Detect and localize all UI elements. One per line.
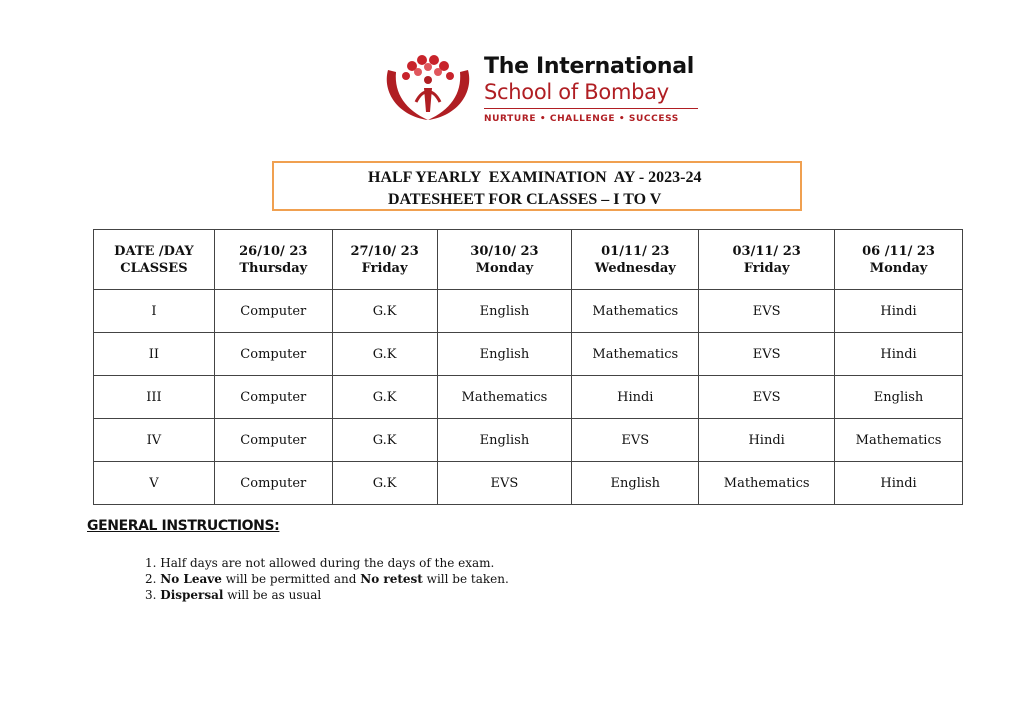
instruction-item <box>145 571 509 587</box>
instruction-item <box>145 587 509 603</box>
exam-title-box <box>272 161 802 211</box>
instructions-heading: GENERAL INSTRUCTIONS: <box>87 518 280 534</box>
subject-cell: EVS <box>572 419 699 462</box>
class-cell: II <box>94 333 215 376</box>
subject-cell: Hindi <box>699 419 835 462</box>
class-cell: III <box>94 376 215 419</box>
subject-cell: Mathematics <box>572 333 699 376</box>
day-label: Friday <box>743 260 790 276</box>
day-label: Wednesday <box>594 260 676 276</box>
subject-cell: Hindi <box>835 462 963 505</box>
table-row <box>94 376 963 419</box>
subject-cell: G.K <box>332 333 437 376</box>
subject-cell: G.K <box>332 376 437 419</box>
date-label: 26/10/ 23 <box>239 243 308 259</box>
date-header <box>214 230 332 290</box>
item-text: Half days are not allowed during the days of the exam. <box>160 556 495 570</box>
subject-cell: Computer <box>214 333 332 376</box>
date-header <box>835 230 963 290</box>
subject-cell: Mathematics <box>835 419 963 462</box>
tree-hands-icon <box>380 52 476 124</box>
item-text-bold: Dispersal <box>160 588 224 602</box>
item-number: 1. <box>145 556 157 570</box>
item-number: 3. <box>145 588 157 602</box>
subject-cell: English <box>437 290 572 333</box>
table-row <box>94 419 963 462</box>
subject-cell: Mathematics <box>437 376 572 419</box>
subject-cell: EVS <box>437 462 572 505</box>
subject-cell: Computer <box>214 290 332 333</box>
class-cell: IV <box>94 419 215 462</box>
datesheet-table <box>93 229 963 505</box>
logo-line-1: The International <box>484 54 695 79</box>
date-header <box>572 230 699 290</box>
subject-cell: Computer <box>214 419 332 462</box>
subject-cell: English <box>437 333 572 376</box>
datesheet-subtitle: DATESHEET FOR CLASSES – I TO V <box>388 191 662 208</box>
date-label: 30/10/ 23 <box>470 243 539 259</box>
subject-cell: Hindi <box>572 376 699 419</box>
item-number: 2. <box>145 572 157 586</box>
header-row <box>94 230 963 290</box>
subject-cell: G.K <box>332 419 437 462</box>
date-label: 01/11/ 23 <box>601 243 670 259</box>
corner-date-label: DATE /DAY <box>114 243 194 259</box>
subject-cell: English <box>572 462 699 505</box>
class-cell: V <box>94 462 215 505</box>
table-row <box>94 462 963 505</box>
subject-cell: Hindi <box>835 333 963 376</box>
subject-cell: English <box>835 376 963 419</box>
exam-title: HALF YEARLY EXAMINATION AY - 2023-24 <box>368 169 702 186</box>
subject-cell: EVS <box>699 333 835 376</box>
date-header <box>332 230 437 290</box>
subject-cell: EVS <box>699 290 835 333</box>
item-text: will be taken. <box>422 572 509 586</box>
date-label: 03/11/ 23 <box>732 243 801 259</box>
item-text-bold: No Leave <box>160 572 222 586</box>
subject-cell: EVS <box>699 376 835 419</box>
day-label: Monday <box>475 260 534 276</box>
subject-cell: G.K <box>332 290 437 333</box>
subject-cell: Computer <box>214 462 332 505</box>
day-label: Friday <box>361 260 408 276</box>
subject-cell: Hindi <box>835 290 963 333</box>
logo-line-2: School of Bombay <box>484 80 669 104</box>
subject-cell: English <box>437 419 572 462</box>
corner-classes-label: CLASSES <box>120 260 188 276</box>
table-row <box>94 290 963 333</box>
date-label: 06 /11/ 23 <box>862 243 935 259</box>
instructions-list <box>145 555 509 603</box>
subject-cell: G.K <box>332 462 437 505</box>
item-text: will be as usual <box>223 588 322 602</box>
school-logo <box>380 52 710 130</box>
item-text-bold: No retest <box>360 572 423 586</box>
date-label: 27/10/ 23 <box>350 243 419 259</box>
day-label: Thursday <box>239 260 308 276</box>
table-row <box>94 333 963 376</box>
instruction-item <box>145 555 509 571</box>
day-label: Monday <box>869 260 928 276</box>
subject-cell: Mathematics <box>699 462 835 505</box>
logo-divider <box>484 108 698 109</box>
corner-header <box>94 230 215 290</box>
date-header <box>437 230 572 290</box>
logo-tagline: NURTURE • CHALLENGE • SUCCESS <box>484 114 679 124</box>
subject-cell: Computer <box>214 376 332 419</box>
date-header <box>699 230 835 290</box>
item-text: will be permitted and <box>221 572 361 586</box>
class-cell: I <box>94 290 215 333</box>
subject-cell: Mathematics <box>572 290 699 333</box>
